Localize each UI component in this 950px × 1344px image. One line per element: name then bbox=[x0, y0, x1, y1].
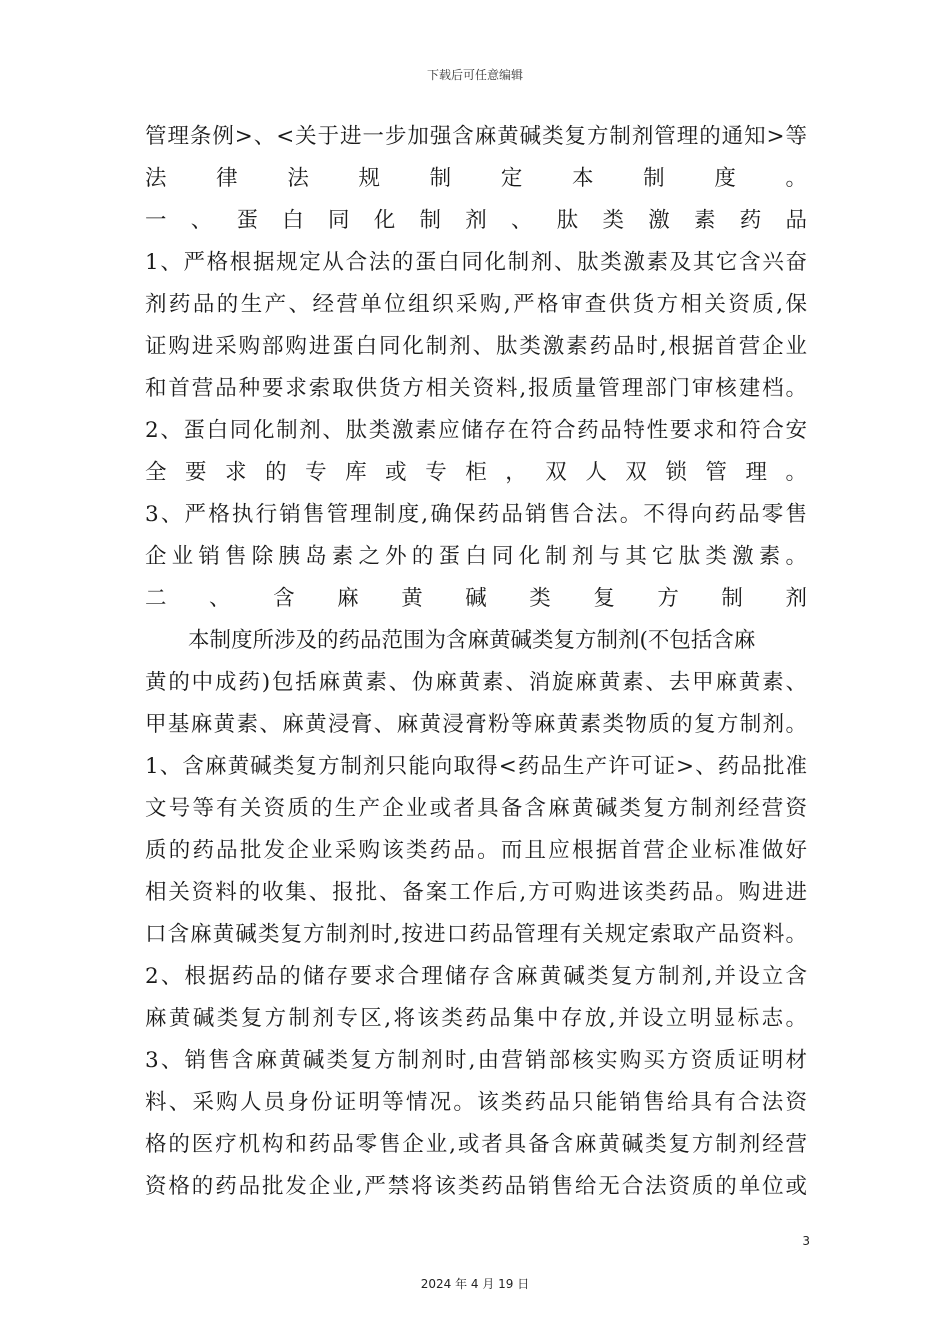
page-number: 3 bbox=[802, 1234, 810, 1248]
document-body bbox=[145, 116, 807, 1208]
text-line: 本制度所涉及的药品范围为含麻黄碱类复方制剂(不包括含麻 bbox=[188, 628, 756, 653]
text-line: 证购进采购部购进蛋白同化制剂、肽类激素药品时,根据首营企业 bbox=[145, 334, 807, 359]
section-heading: 二、含麻黄碱类复方制剂 bbox=[145, 586, 807, 611]
section-heading: 一、蛋白同化制剂、肽类激素药品 bbox=[145, 208, 807, 233]
text-line: 质的药品批发企业采购该类药品。而且应根据首营企业标准做好 bbox=[145, 838, 807, 863]
text-line: 2、根据药品的储存要求合理储存含麻黄碱类复方制剂,并设立含 bbox=[145, 964, 807, 989]
text-line: 3、销售含麻黄碱类复方制剂时,由营销部核实购买方资质证明材 bbox=[145, 1048, 807, 1073]
text-line: 2、蛋白同化制剂、肽类激素应储存在符合药品特性要求和符合安 bbox=[145, 418, 807, 443]
text-line: 1、含麻黄碱类复方制剂只能向取得<药品生产许可证>、药品批准 bbox=[145, 754, 807, 779]
text-line: 料、采购人员身份证明等情况。该类药品只能销售给具有合法资 bbox=[145, 1090, 807, 1115]
text-line: 剂药品的生产、经营单位组织采购,严格审查供货方相关资质,保 bbox=[145, 292, 807, 317]
text-line: 麻黄碱类复方制剂专区,将该类药品集中存放,并设立明显标志。 bbox=[145, 1006, 807, 1031]
text-line: 相关资料的收集、报批、备案工作后,方可购进该类药品。购进进 bbox=[145, 880, 807, 905]
text-line: 口含麻黄碱类复方制剂时,按进口药品管理有关规定索取产品资料。 bbox=[145, 922, 807, 947]
text-line: 法律法规制定本制度。 bbox=[145, 166, 807, 191]
text-line: 格的医疗机构和药品零售企业,或者具备含麻黄碱类复方制剂经营 bbox=[145, 1132, 807, 1157]
text-line: 全要求的专库或专柜，双人双锁管理。 bbox=[145, 460, 807, 485]
text-line: 1、严格根据规定从合法的蛋白同化制剂、肽类激素及其它含兴奋 bbox=[145, 250, 807, 275]
text-line: 管理条例>、<关于进一步加强含麻黄碱类复方制剂管理的通知>等 bbox=[145, 124, 807, 149]
text-line: 甲基麻黄素、麻黄浸膏、麻黄浸膏粉等麻黄素类物质的复方制剂。 bbox=[145, 712, 807, 737]
text-line: 黄的中成药)包括麻黄素、伪麻黄素、消旋麻黄素、去甲麻黄素、 bbox=[145, 670, 807, 695]
text-line: 3、严格执行销售管理制度,确保药品销售合法。不得向药品零售 bbox=[145, 502, 807, 527]
text-line: 资格的药品批发企业,严禁将该类药品销售给无合法资质的单位或 bbox=[145, 1174, 807, 1199]
text-line: 和首营品种要求索取供货方相关资料,报质量管理部门审核建档。 bbox=[145, 376, 807, 401]
page-footer-date: 2024 年 4 月 19 日 bbox=[420, 1277, 530, 1291]
page-header: 下载后可任意编辑 bbox=[426, 68, 523, 82]
text-line: 企业销售除胰岛素之外的蛋白同化制剂与其它肽类激素。 bbox=[145, 544, 807, 569]
text-line: 文号等有关资质的生产企业或者具备含麻黄碱类复方制剂经营资 bbox=[145, 796, 807, 821]
